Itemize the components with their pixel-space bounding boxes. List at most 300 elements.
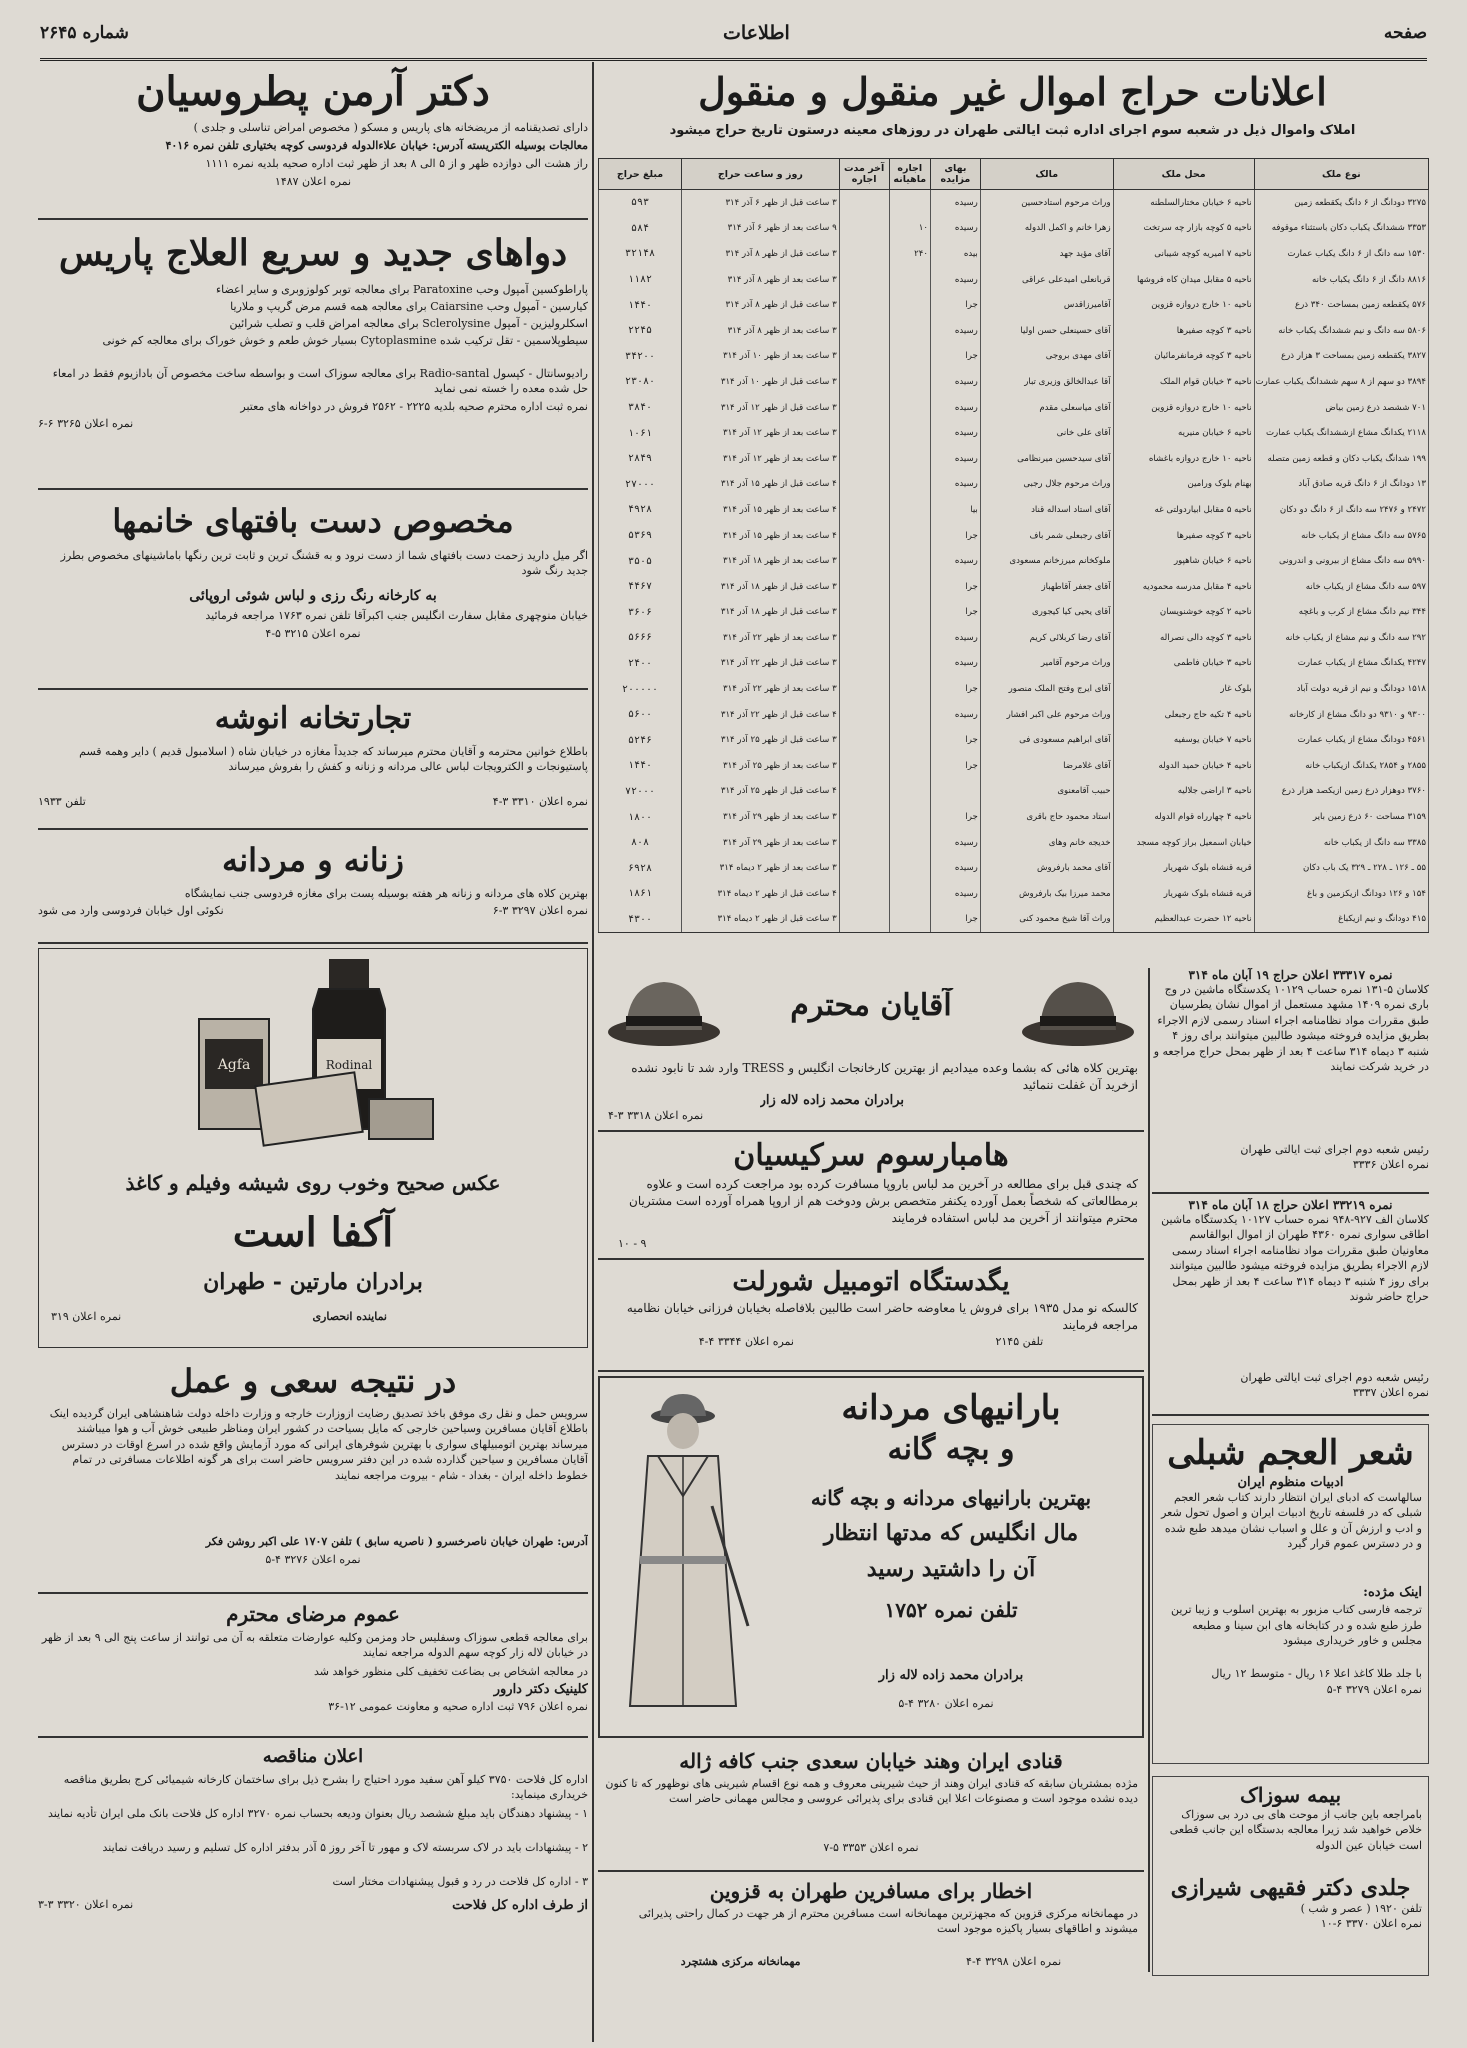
- auction-col-header: نوع ملک: [1254, 159, 1428, 190]
- table-cell: ۷۲۰۰۰: [599, 779, 682, 805]
- table-cell: ۳۷۶۰ دوهزار ذرع زمین ازیکصد هزار ذرع: [1254, 779, 1428, 805]
- rule: [598, 1258, 1144, 1260]
- paris-drugs-title: دواهای جدید و سریع العلاج پاریس: [58, 232, 568, 274]
- table-cell: ۲۴۷۲ و ۲۴۷۶ سه دانگ از ۶ دانگ دو دکان: [1254, 497, 1428, 523]
- table-cell: [889, 855, 931, 881]
- table-cell: [839, 881, 889, 907]
- shabli-subtitle: ادبیات منظوم ایران: [1237, 1475, 1344, 1490]
- table-cell: [839, 497, 889, 523]
- table-cell: ناحیه ۶ خیابان شاهپور: [1113, 548, 1254, 574]
- table-cell: رسیده: [931, 420, 981, 446]
- table-cell: ۴۲۴۷ یکدانگ مشاع از یکباب عمارت: [1254, 651, 1428, 677]
- table-cell: ۲۷۰۰۰: [599, 472, 682, 498]
- paris-drugs-ref: نمره اعلان ۳۲۶۵ ۶-۶: [38, 417, 134, 430]
- table-cell: [889, 318, 931, 344]
- table-cell: ۵۹۳: [599, 190, 682, 216]
- table-cell: رسیده: [931, 446, 981, 472]
- raincoats-ad: [598, 1376, 1144, 1738]
- tender-title: اعلان مناقصه: [262, 1746, 364, 1767]
- table-cell: آقای حسینعلی حسن اولیا: [980, 318, 1113, 344]
- table-cell: ناحیه ۵ کوچه بازار چه سرتخت: [1113, 216, 1254, 242]
- box-label: Agfa: [217, 1057, 251, 1073]
- table-cell: ۳ ساعت قبل از ظهر ۱۸ آذر ۳۱۴: [682, 574, 840, 600]
- auction-col-header: مبلغ حراج: [599, 159, 682, 190]
- table-cell: ۲۸۴۹: [599, 446, 682, 472]
- table-cell: [839, 472, 889, 498]
- table-cell: ۹ ساعت بعد از ظهر ۶ آذر ۳۱۴: [682, 216, 840, 242]
- table-cell: [839, 548, 889, 574]
- table-cell: ۴ ساعت قبل از ظهر ۱۵ آذر ۳۱۴: [682, 472, 840, 498]
- patients-ref: نمره اعلان ۷۹۶ ثبت اداره صحیه و معاونت عمومی ۱۲-۳۶: [328, 1700, 588, 1714]
- table-cell: [889, 292, 931, 318]
- paris-drugs-line1: پاراطوکسین آمپول وحب Paratoxine برای معالجه توبر کولوزوبری و سایر اعضاء: [215, 283, 588, 296]
- table-cell: آقای مهدی بروجی: [980, 344, 1113, 370]
- agfa-ref: نمره اعلان ۳۱۹: [51, 1310, 122, 1323]
- table-cell: وراث آقا شیخ محمود کنی: [980, 907, 1113, 933]
- table-cell: رسیده: [931, 830, 981, 856]
- table-cell: [839, 727, 889, 753]
- dr-armen-line1: دارای تصدیقنامه از مریضخانه های پاریس و مسکو ( مخصوص امراض تناسلی و جلدی ): [193, 121, 588, 134]
- agfa-company: برادران مارتین - طهران: [203, 1269, 423, 1295]
- table-cell: بیا: [931, 497, 981, 523]
- table-cell: رسیده: [931, 216, 981, 242]
- auction-table-body: [599, 190, 1429, 933]
- table-row: [599, 676, 1429, 702]
- table-cell: ۳۸۹۴ دو سهم از ۸ سهم ششدانگ یکباب عمارت: [1254, 369, 1428, 395]
- table-cell: استاد محمود حاج باقری: [980, 804, 1113, 830]
- table-row: [599, 292, 1429, 318]
- table-cell: [889, 881, 931, 907]
- dr-armen-ref: نمره اعلان ۱۴۸۷: [274, 175, 352, 188]
- table-cell: ۳ ساعت بعد از ظهر ۲۲ آذر ۳۱۴: [682, 676, 840, 702]
- table-cell: ۳ ساعت قبل از ظهر ۱۲ آذر ۳۱۴: [682, 395, 840, 421]
- table-cell: [839, 523, 889, 549]
- table-cell: آقای جعفر آقاطهباز: [980, 574, 1113, 600]
- table-row: [599, 267, 1429, 293]
- table-cell: رسیده: [931, 369, 981, 395]
- shabli-good-news: اینک مژده:: [1363, 1585, 1422, 1600]
- table-cell: آقای ابراهیم مسعودی فی: [980, 727, 1113, 753]
- qazvin-ref: نمره اعلان ۳۲۹۸ ۴-۴: [966, 1955, 1062, 1968]
- gonorrhea-address: تلفن ۱۹۲۰ ( عصر و شب ): [1300, 1902, 1422, 1915]
- table-row: [599, 779, 1429, 805]
- notice1-body: کلاسان ۵-۱۳۱ نمره حساب ۱۰۱۲۹ یکدستگاه ماشین در وج باری نمره ۱۴۰۹ مشهد مستعمل از اموال نشان یطرسیان طبق مقررات مواد نظامنامه اجراء اسناد رسمی لازم الاجراء بطریق مزایده فروخته میشود طالبین میتوانند برای روز ۴ شنبه ۳ دیماه ۳۱۴ ساعت ۴ بعد از ظهر بمحل حراج مراجعه و در خرید شرکت نمایند: [1153, 983, 1429, 1073]
- auction-col-header: آخر مدت اجاره: [839, 159, 889, 190]
- table-row: [599, 420, 1429, 446]
- table-cell: ۵۶۶۶: [599, 625, 682, 651]
- table-cell: [889, 523, 931, 549]
- gonorrhea-ref: نمره اعلان ۳۳۷۰ ۶-۱۰: [1320, 1917, 1422, 1931]
- table-cell: ۳۸۴۰: [599, 395, 682, 421]
- table-row: [599, 727, 1429, 753]
- table-cell: ۱۹۹ شدانگ یکباب دکان و قطعه زمین متصله: [1254, 446, 1428, 472]
- dr-armen-title: دکتر آرمن پطروسیان: [136, 68, 490, 115]
- table-cell: ناحیه ۳ کوچه فرمانفرمائیان: [1113, 344, 1254, 370]
- table-cell: [839, 651, 889, 677]
- rule: [38, 488, 588, 490]
- table-cell: [889, 574, 931, 600]
- table-cell: جرا: [931, 753, 981, 779]
- fabrics-ref: نمره اعلان ۳۲۱۵ ۵-۴: [265, 627, 361, 640]
- table-row: [599, 344, 1429, 370]
- table-cell: ۵۵ ـ ۱۲۶ ـ ۲۲۸ ـ ۳۲۹ یک باب دکان: [1254, 855, 1428, 881]
- table-cell: [839, 855, 889, 881]
- table-cell: ۲۰۰۰۰۰: [599, 676, 682, 702]
- table-cell: [889, 472, 931, 498]
- table-cell: رسیده: [931, 472, 981, 498]
- auction-col-header: اجاره ماهیانه: [889, 159, 931, 190]
- table-row: [599, 907, 1429, 933]
- table-cell: ناحیه ۳ کوچه صفیرها: [1113, 318, 1254, 344]
- table-row: [599, 472, 1429, 498]
- table-row: [599, 497, 1429, 523]
- sarkissian-ad: [598, 1136, 1144, 1254]
- masthead: [40, 8, 1427, 61]
- notice1-title: نمره ۳۳۳۱۷ اعلان حراج ۱۹ آبان ماه ۳۱۴: [1188, 968, 1393, 982]
- table-cell: آقای علی خانی: [980, 420, 1113, 446]
- table-cell: ۴ ساعت قبل از ظهر ۲ دیماه ۳۱۴: [682, 881, 840, 907]
- table-cell: ۲۴۰: [889, 241, 931, 267]
- table-row: [599, 625, 1429, 651]
- dr-armen-line3: راز هشت الی دوازده ظهر و از ۵ الی ۸ بعد از ظهر ثبت اداره صحیه بلدیه نمره ۱۱۱۱: [205, 157, 588, 170]
- anousheh-title: تجارتخانه انوشه: [214, 701, 412, 736]
- auction-heading: اعلانات حراج اموال غیر منقول و منقول: [698, 69, 1327, 114]
- table-cell: خدیجه خانم وهای: [980, 830, 1113, 856]
- table-cell: آقای ایرج وفتح الملک منصور: [980, 676, 1113, 702]
- table-cell: آقای رجبعلی شمر باف: [980, 523, 1113, 549]
- table-cell: ۳۵۰۵: [599, 548, 682, 574]
- table-cell: ۴ ساعت بعد از ظهر ۱۵ آذر ۳۱۴: [682, 497, 840, 523]
- table-cell: رسیده: [931, 881, 981, 907]
- auction-col-header: روز و ساعت حراج: [682, 159, 840, 190]
- gentlemen-body: بهترین کلاه هائی که بشما وعده میدادیم از بهترین کارخانجات انگلیس و TRESS وارد شد تا نابود نشده ازخرید آن غفلت ننمائید: [631, 1061, 1138, 1092]
- service-ref: نمره اعلان ۳۲۷۶ ۴-۵: [265, 1553, 361, 1566]
- service-ad: [38, 1356, 588, 1586]
- table-cell: ملوکخانم میرزخانم مسعودی: [980, 548, 1113, 574]
- table-cell: ناحیه ۴ خیابان حمید الدوله: [1113, 753, 1254, 779]
- table-cell: [889, 600, 931, 626]
- table-cell: ۳ ساعت قبل از ظهر ۲۵ آذر ۳۱۴: [682, 727, 840, 753]
- table-cell: ۲۳۰۸۰: [599, 369, 682, 395]
- service-title: در نتیجه سعی و عمل: [169, 1362, 457, 1400]
- table-cell: ناحیه ۶ خیابان مختارالسلطنه: [1113, 190, 1254, 216]
- table-cell: ۷۰۱ ششصد ذرع زمین بیاض: [1254, 395, 1428, 421]
- table-cell: جرا: [931, 907, 981, 933]
- notice2-body: کلاسان الف ۹۲۷-۹۴۸ نمره حساب ۱۰۱۲۷ یکدستگاه ماشین اطاقی سواری نمره ۴۳۶۰ طهران از اموال ابوالقاسم معاونیان طبق مقررات مواد نظامنامه اجراء اسناد رسمی لازم الاجراء بطریق مزایده فروخته میشود طالبین میتوانند برای روز ۴ شنبه ۳ دیماه ۳۱۴ ساعت ۴ بعد از ظهر بمحل حراج حاضر شوند: [1161, 1213, 1429, 1303]
- table-cell: ۳ ساعت بعد از ظهر ۸ آذر ۳۱۴: [682, 318, 840, 344]
- raincoats-title2: و بچه گانه: [887, 1432, 1015, 1467]
- table-cell: ۱۸۶۱: [599, 881, 682, 907]
- auction-col-header: محل ملک: [1113, 159, 1254, 190]
- table-cell: ۳ ساعت قبل از ظهر ۸ آذر ۳۱۴: [682, 292, 840, 318]
- table-row: [599, 881, 1429, 907]
- table-cell: رسیده: [931, 651, 981, 677]
- tender-ref: نمره اعلان ۳۳۲۰ ۳-۳: [38, 1898, 134, 1911]
- table-cell: ۳ ساعت قبل از ظهر ۲ دیماه ۳۱۴: [682, 907, 840, 933]
- confectionery-title: قنادی ایران وهند خیابان سعدی جنب کافه ژاله: [679, 1749, 1063, 1773]
- fabrics-address: خیابان منوچهری مقابل سفارت انگلیس جنب اکبرآقا تلفن نمره ۱۷۶۳ مراجعه فرمائید: [205, 609, 588, 622]
- table-cell: ناحیه ۷ امیریه کوچه شیبانی: [1113, 241, 1254, 267]
- hats-body2: نکوئی اول خیابان فردوسی وارد می شود: [38, 904, 224, 917]
- table-cell: ۵۷۶۵ سه دانگ مشاع از یکباب خانه: [1254, 523, 1428, 549]
- chevrolet-ad: [598, 1264, 1144, 1364]
- table-cell: [839, 292, 889, 318]
- service-body: سرویس حمل و نقل ری موفق باخذ تصدیق رضایت ازوزارت خارجه و وزارت داخله دولت شاهنشاهی ایران گردیده اینک باطلاع آقایان مسافرین وسیاحین خارجی که مایل بسیاحت در کشور ایران ومناظر طبیعی خوش آب و هوا میباشند میرساند بهترین اتومبیلهای سواری با بهترین شوفرهای ایرانی که مورد آزمایش واقع شده در اسرع اوقات در دسترس آقایان مسافرین و سیاحین گذارده شده در این دفتر سرویس حاضر است برای هر گونه اطلاعات مسافرتی در تمام خطوط داخله ایران - بغداد - شام - بیروت مراجعه نمایند: [49, 1407, 588, 1482]
- agfa-ad: [38, 948, 588, 1348]
- table-cell: ناحیه ۴ مقابل مدرسه محمودیه: [1113, 574, 1254, 600]
- table-cell: رسیده: [931, 318, 981, 344]
- table-row: [599, 753, 1429, 779]
- table-cell: آقامیرزاقدس: [980, 292, 1113, 318]
- raincoats-phone: تلفن نمره ۱۷۵۲: [884, 1598, 1018, 1622]
- table-row: [599, 830, 1429, 856]
- table-cell: ۵۷۶ یکقطعه زمین بمساحت ۳۴۰ ذرع: [1254, 292, 1428, 318]
- table-cell: ۳۳۸۵ سه دانگ از یکباب خانه: [1254, 830, 1428, 856]
- table-cell: ۴ ساعت قبل از ظهر ۲۲ آذر ۳۱۴: [682, 702, 840, 728]
- table-cell: آقای محمد بارفروش: [980, 855, 1113, 881]
- table-cell: [839, 318, 889, 344]
- table-cell: رسیده: [931, 855, 981, 881]
- anousheh-body: باطلاع خوانین محترمه و آقایان محترم میرساند که جدیداً مغازه در خیابان شاه ( اسلامبول قدیم ) دایر وهمه قسم پاستیونجات و الکترویجات لباس عالی مردانه و زنانه و کفش را بفروش میرساند: [79, 745, 588, 774]
- table-cell: وراث مرحوم علی اکبر افشار: [980, 702, 1113, 728]
- table-cell: بیده: [931, 241, 981, 267]
- qazvin-ad: [598, 1876, 1144, 1996]
- chevrolet-body: کالسکه نو مدل ۱۹۳۵ برای فروش یا معاوضه حاضر است طالبین بلافاصله بخیابان فرزانی خیابان نظامیه مراجعه فرمایند: [626, 1301, 1138, 1332]
- table-row: [599, 446, 1429, 472]
- table-cell: رسیده: [931, 548, 981, 574]
- table-cell: خیابان اسمعیل براز کوچه مسجد: [1113, 830, 1254, 856]
- gonorrhea-body: بامراجعه باین جانب از موحت های بی درد بی سوزاک خلاص خواهید شد زیرا معالجه بدستگاه این جانب قطعی است خیابان عین الدوله: [1169, 1808, 1422, 1852]
- table-cell: ۵۲۴۶: [599, 727, 682, 753]
- table-cell: ناحیه ۱۰ خارج دروازه باغشاه: [1113, 446, 1254, 472]
- table-cell: ۱۵۴ و ۱۲۶ دودانگ ازیکزمین و باغ: [1254, 881, 1428, 907]
- table-cell: رسیده: [931, 625, 981, 651]
- column-rule-right: [1148, 968, 1150, 1972]
- paris-drugs-ad: [38, 224, 588, 484]
- table-cell: [839, 600, 889, 626]
- table-cell: جرا: [931, 676, 981, 702]
- table-cell: [889, 190, 931, 216]
- shabli-ad: [1152, 1424, 1429, 1764]
- table-cell: آقای یحیی کیا کیجوری: [980, 600, 1113, 626]
- table-cell: [839, 420, 889, 446]
- patients-title: عموم مرضای محترم: [226, 1602, 400, 1626]
- table-cell: ۵۹۷ سه دانگ مشاع از یکباب خانه: [1254, 574, 1428, 600]
- agfa-products-illustration: [189, 959, 439, 1159]
- table-cell: [839, 676, 889, 702]
- table-cell: ناحیه ۳ خیابان قوام الملک: [1113, 369, 1254, 395]
- auction-notice-1: [1152, 968, 1429, 1186]
- notice1-ref: نمره اعلان ۳۳۳۶: [1352, 1158, 1429, 1172]
- shabli-ref: نمره اعلان ۳۲۷۹ ۴-۵: [1326, 1682, 1422, 1696]
- table-cell: ناحیه ۳ خیابان فاطمی: [1113, 651, 1254, 677]
- raincoats-line2: مال انگلیس که مدتها انتظار: [823, 1520, 1079, 1546]
- table-cell: آقای استاد اسداله قناد: [980, 497, 1113, 523]
- table-cell: [839, 395, 889, 421]
- table-cell: [889, 830, 931, 856]
- rule: [38, 218, 588, 220]
- dr-armen-line2: معالجات بوسیله الکتریسته آدرس: خیابان علاءالدوله فردوسی کوچه بختیاری تلفن نمره ۴۰۱۶: [165, 139, 588, 152]
- table-cell: ناحیه ۳ اراضی جلالیه: [1113, 779, 1254, 805]
- table-row: [599, 395, 1429, 421]
- table-cell: [889, 676, 931, 702]
- dr-armen-ad: [38, 64, 588, 214]
- table-cell: ناحیه ۱۰ خارج دروازه قزوین: [1113, 292, 1254, 318]
- hats-ref: نمره اعلان ۳۲۹۷ ۳-۶: [492, 904, 588, 917]
- hats-body: بهترین کلاه های مردانه و زنانه هر هفته بوسیله پست برای مغازه فردوسی جنب نمایشگاه: [184, 887, 588, 900]
- table-cell: [839, 625, 889, 651]
- table-cell: ناحیه ۱۰ خارج دروازه قزوین: [1113, 395, 1254, 421]
- table-cell: [931, 779, 981, 805]
- table-cell: آقای مؤید جهد: [980, 241, 1113, 267]
- rule: [598, 1870, 1144, 1872]
- newspaper-name: اطلاعات: [722, 22, 790, 44]
- fabrics-title: مخصوص دست بافتهای خانمها: [112, 502, 514, 540]
- table-cell: ۹۳۰۰ و ۹۳۱۰ دو دانگ مشاع از کارخانه: [1254, 702, 1428, 728]
- table-cell: بلوک غار: [1113, 676, 1254, 702]
- table-cell: جرا: [931, 292, 981, 318]
- table-row: [599, 651, 1429, 677]
- tender-clause3: ۳ - اداره کل فلاحت در رد و قبول پیشنهادات مختار است: [332, 1875, 588, 1888]
- paris-drugs-line6: نمره ثبت اداره محترم صحیه بلدیه ۲۲۲۵ - ۲۵۶۲ فروش در دواخانه های معتبر: [240, 400, 588, 413]
- table-cell: ۳ ساعت قبل از ظهر ۲۲ آذر ۳۱۴: [682, 651, 840, 677]
- rule: [38, 1592, 588, 1594]
- auction-table: [598, 158, 1429, 933]
- gonorrhea-doctor: جلدی دکتر فقیهی شیرازی: [1170, 1875, 1411, 1901]
- fabrics-ad: [38, 494, 588, 684]
- bottle-label: Rodinal: [325, 1058, 373, 1072]
- man-in-raincoat-illustration: [608, 1386, 758, 1726]
- table-cell: ۳ ساعت قبل از ظهر ۱۸ آذر ۳۱۴: [682, 600, 840, 626]
- fabrics-body: اگر میل دارید زحمت دست بافتهای شما از دست نرود و به قشنگ ترین و ثابت ترین رنگها باماشینهای مخصوص بطرز جدید رنگ شود: [60, 549, 588, 578]
- table-cell: [889, 702, 931, 728]
- confectionery-ref: نمره اعلان ۳۳۵۳ ۵-۷: [823, 1841, 919, 1854]
- table-cell: ۳۳۵۳ ششدانگ یکباب دکان باستثناء موقوفه: [1254, 216, 1428, 242]
- table-cell: ۳ ساعت قبل از ظهر ۸ آذر ۳۱۴: [682, 241, 840, 267]
- chevrolet-phone: تلفن ۲۱۴۵: [995, 1335, 1044, 1348]
- rule: [38, 942, 588, 944]
- table-cell: بهنام بلوک ورامین: [1113, 472, 1254, 498]
- table-cell: [889, 369, 931, 395]
- table-row: [599, 190, 1429, 216]
- table-cell: [889, 753, 931, 779]
- table-cell: [889, 727, 931, 753]
- table-cell: ۲۸۵۵ و ۲۸۵۴ یکدانگ ازیکباب خانه: [1254, 753, 1428, 779]
- table-cell: ۵۹۹۰ سه دانگ مشاع از بیرونی و اندرونی: [1254, 548, 1428, 574]
- table-cell: ۳۱۵۹ مساحت ۶۰ ذرع زمین بایر: [1254, 804, 1428, 830]
- table-cell: ناحیه ۱۲ حضرت عبدالعظیم: [1113, 907, 1254, 933]
- page-label: صفحه: [1383, 23, 1427, 43]
- table-row: [599, 855, 1429, 881]
- table-cell: ناحیه ۷ خیابان یوسفیه: [1113, 727, 1254, 753]
- table-cell: ۳۸۲۷ یکقطعه زمین بمساحت ۳ هزار ذرع: [1254, 344, 1428, 370]
- table-cell: [839, 702, 889, 728]
- table-cell: ۳ ساعت قبل از ظهر ۶ آذر ۳۱۴: [682, 190, 840, 216]
- table-cell: ناحیه ۳ کوچه صفیرها: [1113, 523, 1254, 549]
- patients-clinic: کلینیک دکتر دارور: [493, 1682, 588, 1697]
- table-cell: ۳۴۲۰۰: [599, 344, 682, 370]
- hat-illustration-right: [1018, 972, 1138, 1052]
- agfa-caption: عکس صحیح وخوب روی شیشه وفیلم و کاغذ: [125, 1171, 501, 1195]
- confectionery-body: مژده بمشتریان سابقه که قنادی ایران وهند از حیث شیرینی معروف و همه نوع اقسام شیرینی های نوظهور که تا کنون دیده نشده موجود است و مصنوعات اعلا این قنادی برای پذیرائی عروسی و مجالس مهمانی حاضر است: [605, 1777, 1138, 1806]
- table-row: [599, 369, 1429, 395]
- table-cell: ۳ ساعت بعد از ظهر ۸ آذر ۳۱۴: [682, 267, 840, 293]
- table-cell: ۱۵۱۸ دودانگ و نیم از قریه دولت آباد: [1254, 676, 1428, 702]
- qazvin-title: اخطار برای مسافرین طهران به قزوین: [709, 1879, 1033, 1903]
- gonorrhea-ad: [1152, 1776, 1429, 1976]
- table-cell: ۳ ساعت بعد از ظهر ۱۸ آذر ۳۱۴: [682, 548, 840, 574]
- table-cell: آقای غلامرضا: [980, 753, 1113, 779]
- table-cell: ۴ ساعت قبل از ظهر ۲۵ آذر ۳۱۴: [682, 779, 840, 805]
- table-cell: جرا: [931, 574, 981, 600]
- table-cell: ۲۴۰۰: [599, 651, 682, 677]
- table-cell: حبیب آقامعنوی: [980, 779, 1113, 805]
- table-cell: ناحیه ۵ مقابل ابیاردولتی غه: [1113, 497, 1254, 523]
- chevrolet-ref: نمره اعلان ۳۳۴۴ ۴-۴: [698, 1335, 794, 1348]
- notice2-sign: رئیس شعبه دوم اجرای ثبت ایالتی طهران: [1240, 1371, 1429, 1384]
- table-cell: ناحیه ۶ خیابان منیریه: [1113, 420, 1254, 446]
- table-cell: ۳ ساعت بعد از ظهر ۲۹ آذر ۳۱۴: [682, 830, 840, 856]
- qazvin-body: در مهمانخانه مرکزی قزوین که مجهزترین مهمانخانه است مسافرین محترم از هر جهت در کمال راحتی پذیرائی میشوند و اطاقهای بسیار پاکیزه موجود است: [638, 1907, 1138, 1936]
- table-cell: ناحیه ۳ کوچه دالی نصراله: [1113, 625, 1254, 651]
- table-cell: وراث مرحوم آقامیر: [980, 651, 1113, 677]
- column-rule: [592, 62, 594, 2042]
- raincoats-line3: آن را داشتید رسید: [866, 1556, 1036, 1582]
- hats-title: زنانه و مردانه: [222, 841, 404, 879]
- table-cell: رسیده: [931, 702, 981, 728]
- table-cell: [839, 830, 889, 856]
- table-row: [599, 702, 1429, 728]
- shabli-title: شعر العجم شبلی: [1167, 1433, 1414, 1473]
- table-cell: ۶۹۲۸: [599, 855, 682, 881]
- table-cell: ۱۱۸۲: [599, 267, 682, 293]
- gentlemen-ad: [598, 968, 1144, 1128]
- table-cell: [839, 804, 889, 830]
- table-cell: قریه قنشاه بلوک شهریار: [1113, 881, 1254, 907]
- table-cell: وراث مرحوم استادحسین: [980, 190, 1113, 216]
- table-cell: ۸۰۸: [599, 830, 682, 856]
- table-cell: ۱۴۴۰: [599, 292, 682, 318]
- rule: [598, 1130, 1144, 1132]
- rule: [38, 828, 588, 830]
- table-cell: رسیده: [931, 395, 981, 421]
- table-cell: [839, 574, 889, 600]
- sarkissian-title: هامبارسوم سرکیسیان: [733, 1138, 1009, 1173]
- anousheh-ad: [38, 694, 588, 824]
- auction-intro: املاک واموال ذیل در شعبه سوم اجرای اداره ثبت ایالتی طهران در روزهای معینه درستون تاریخ حراج میشود: [669, 123, 1356, 138]
- agfa-agent: نماینده انحصاری: [312, 1310, 387, 1323]
- table-cell: [839, 216, 889, 242]
- confectionery-ad: [598, 1746, 1144, 1866]
- table-cell: زهرا خانم و اکمل الدوله: [980, 216, 1113, 242]
- sarkissian-body: که چندی قبل برای مطالعه در آخرین مد لباس باروپا مسافرت کرده بود مراجعت کرده است و علاوه برمطالعاتی که شخصاً بعمل آورده یکنفر متخصص برش ودوخت هم از اروپا همراه آورده است مشتریان محترم میتوانند از آخرین مد لباس استفاده فرمایند: [629, 1177, 1138, 1225]
- tender-clause2: ۲ - پیشنهادات باید در لاک سربسته لاک و مهور تا آخر روز ۵ آذر بدفتر اداره کل تسلیم و رسید دریافت نمایند: [102, 1841, 588, 1854]
- table-cell: [889, 907, 931, 933]
- paris-drugs-line5: رادیوسانتال - کپسول Radio-santal برای معالجه سوزاک است و بواسطه ساخت مخصوص آن بادازیوم فقط در امعاء حل شده معده را خسته نمی نماید: [52, 367, 588, 396]
- table-cell: ۳۲۱۴۸: [599, 241, 682, 267]
- fabrics-shop: به کارخانه رنگ رزی و لباس شوئی اروپائی: [189, 588, 437, 604]
- table-cell: محمد میرزا بیک بارفروش: [980, 881, 1113, 907]
- agfa-brand: آکفا است: [232, 1209, 394, 1256]
- table-cell: رسیده: [931, 190, 981, 216]
- table-cell: ۱۸۰۰: [599, 804, 682, 830]
- raincoats-title1: بارانیهای مردانه: [841, 1388, 1061, 1428]
- table-cell: [889, 651, 931, 677]
- table-cell: [889, 625, 931, 651]
- table-cell: جرا: [931, 344, 981, 370]
- chevrolet-title: یگدستگاه اتومبیل شورلت: [732, 1267, 1010, 1297]
- issue-number: شماره ۲۶۴۵: [40, 23, 129, 43]
